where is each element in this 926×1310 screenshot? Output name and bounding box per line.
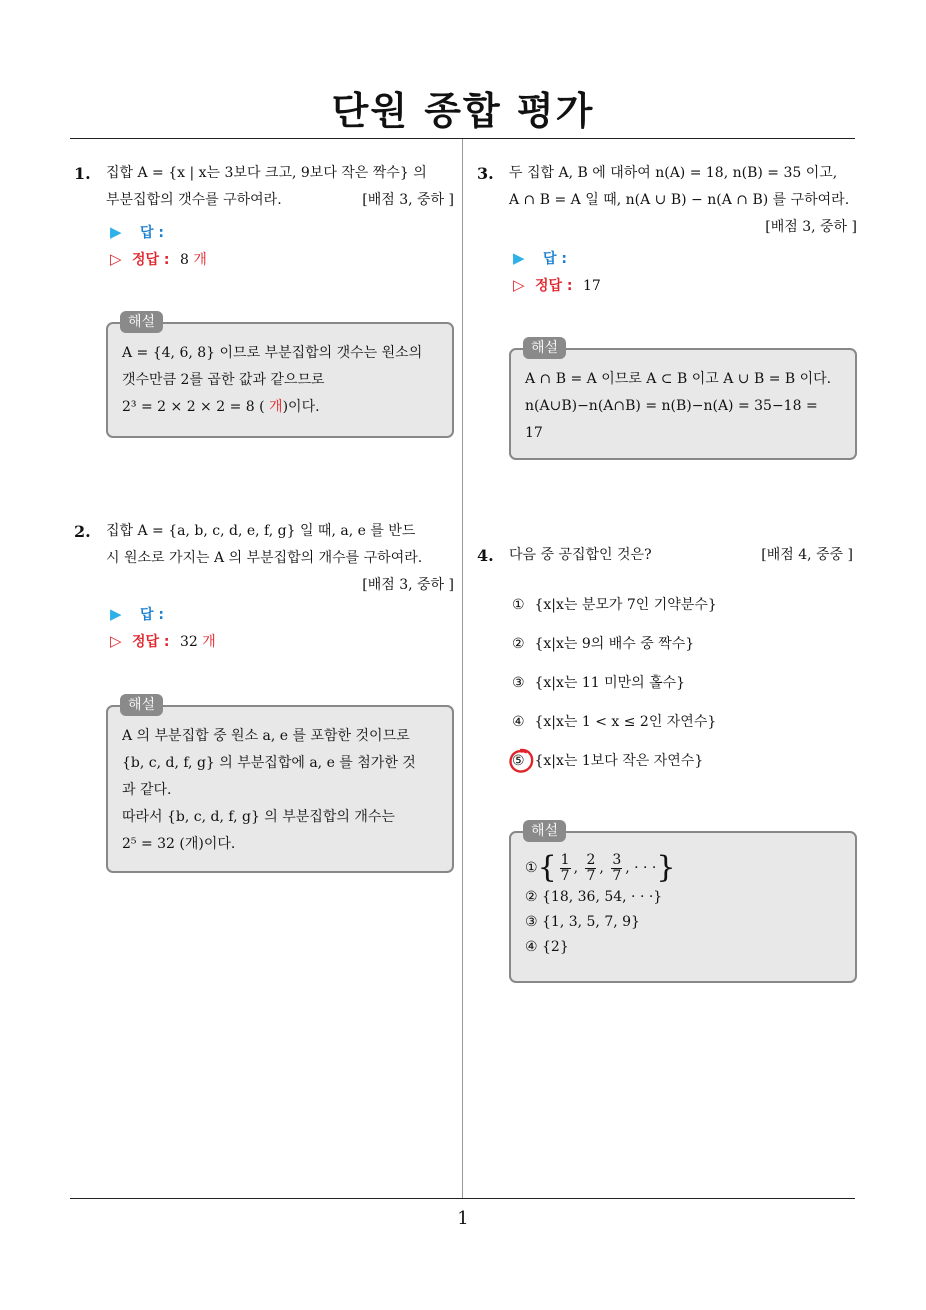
explanation-tag: 해설 [120,694,163,716]
score-label: [배점 3, 중하 ] [765,219,857,235]
explanation-box-2 [106,697,454,873]
red-circle-mark-icon [508,748,534,774]
correct-answer-line [513,275,601,295]
choice-2[interactable]: ② {x|x는 9의 배수 중 짝수} [512,636,695,652]
outline-triangle-icon: ▷ [110,250,122,268]
play-triangle-icon: ▶ [513,249,525,267]
play-triangle-icon: ▶ [110,223,122,241]
question-text: 집합 A = {a, b, c, d, e, f, g} 일 때, a, e 를 반드 [106,523,416,539]
explanation-text: ③ {1, 3, 5, 7, 9} [525,914,640,930]
question-4 [477,542,853,569]
answer-line [513,248,567,268]
choice-5[interactable]: ⑤ {x|x는 1보다 작은 자연수} [512,748,717,787]
score-label: [배점 3, 중하 ] [362,577,454,593]
explanation-text: 17 [525,425,543,441]
question-1 [74,160,454,214]
score-label: [배점 4, 중중 ] [761,547,853,563]
answer-label: 답 : [140,607,164,623]
question-text: 다음 중 공집합인 것은? [509,547,652,563]
explanation-tag: 해설 [120,311,163,333]
score-label: [배점 3, 중하 ] [362,192,454,208]
explanation-tag: 해설 [523,337,566,359]
explanation-tag: 해설 [523,820,566,842]
explanation-text: n(A∪B)−n(A∩B) = n(B)−n(A) = 35−18 = [525,398,818,414]
question-text: 두 집합 A, B 에 대하여 n(A) = 18, n(B) = 35 이고, [509,165,838,181]
explanation-text: 2³ = 2 × 2 × 2 = 8 ( 개)이다. [122,399,320,415]
explanation-text: ④ {2} [525,939,569,955]
page-title: 단원 종합 평가 [331,89,595,133]
explanation-text: A 의 부분집합 중 원소 a, e 를 포함한 것이므로 [122,728,410,744]
question-text-line2: 시 원소로 가지는 A 의 부분집합의 개수를 구하여라. [106,550,423,566]
question-number: 3. [477,164,494,183]
explanation-text: {b, c, d, f, g} 의 부분집합에 a, e 를 첨가한 것 [122,755,416,771]
correct-label: 정답 : [535,278,573,294]
explanation-text: 과 같다. [122,782,172,798]
correct-value: 32 개 [179,634,216,650]
correct-value: 17 [582,278,601,294]
question-text-line2: A ∩ B = A 일 때, n(A ∪ B) − n(A ∩ B) 를 구하여라. [509,192,850,208]
question-text-line2: 부분집합의 갯수를 구하여라. [배점 3, 중하 ] [106,187,454,214]
explanation-text: ② {18, 36, 54, · · ·} [525,889,663,905]
question-number: 4. [477,546,494,565]
question-number: 2. [74,522,91,541]
choice-4[interactable]: ④ {x|x는 1 < x ≤ 2인 자연수} [512,714,717,730]
question-2 [74,518,454,599]
explanation-text: 2⁵ = 32 (개)이다. [122,836,236,852]
correct-answer-line [110,631,216,651]
answer-line [110,604,164,624]
explanation-text: 갯수만큼 2를 곱한 값과 같으므로 [122,372,325,388]
question-text: 집합 A = {x | x는 3보다 크고, 9보다 작은 짝수} 의 [106,165,427,181]
explanation-text: A = {4, 6, 8} 이므로 부분집합의 갯수는 원소의 [122,345,423,361]
choice-3[interactable]: ③ {x|x는 11 미만의 홀수} [512,675,686,691]
explanation-text: A ∩ B = A 이므로 A ⊂ B 이고 A ∪ B = B 이다. [525,371,832,387]
answer-label: 답 : [543,251,567,267]
play-triangle-icon: ▶ [110,605,122,623]
column-divider [462,139,463,1198]
explanation-box-1 [106,314,454,438]
question-3 [477,160,857,241]
correct-label: 정답 : [132,252,170,268]
outline-triangle-icon: ▷ [513,276,525,294]
answer-line [110,222,164,242]
outline-triangle-icon: ▷ [110,632,122,650]
answer-label: 답 : [140,225,164,241]
correct-value: 8 개 [179,252,207,268]
footer-rule [70,1198,855,1199]
question-number: 1. [74,164,91,183]
page-number: 1 [457,1208,469,1229]
correct-label: 정답 : [132,634,170,650]
choice-list [512,592,717,787]
explanation-text: ①{ $\frac{1}{7}$ , $\frac{2}{7}$ , $\frac{3}{7}$ , · · ·} [525,850,676,885]
explanation-box-3 [509,340,857,460]
correct-answer-line [110,249,207,269]
explanation-box-4 [509,823,857,983]
explanation-text: 따라서 {b, c, d, f, g} 의 부분집합의 개수는 [122,809,395,825]
question-text-line [509,542,853,569]
choice-1[interactable]: ① {x|x는 분모가 7인 기약분수} [512,597,717,613]
